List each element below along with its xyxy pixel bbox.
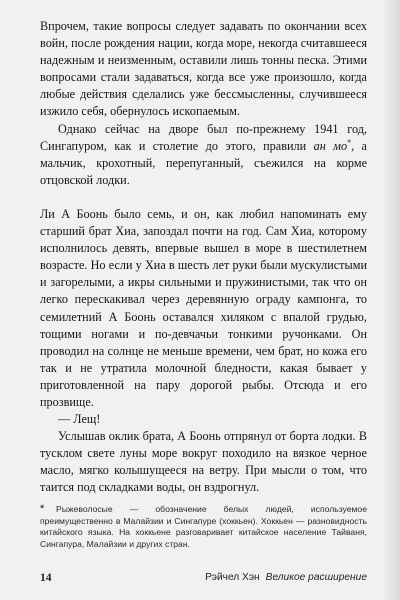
paragraph-3: Ли А Боонь было семь, и он, как любил напоминать ему старший брат Хиа, запоздал почти на год. Сам Хиа, которому исполнилось девять, впервые вышел в море в шестилетнем возрасте. Но если у Хиа в шесть лет руки были мускулистыми и загорелыми, а икры сильными и пружинистыми, так что он легко перескакивал через деревянную ограду кампонга, то семилетний А Боонь оставался хиляком с впалой грудью, тощими ногами и по-девчачьи тонкими ручонками. Он проводил на солнце не меньше времени, чем брат, но кожа его так и не утратила молочной бледности, какая бывает у приготовленной на пару дорогой рыбы. Отсюда и его прозвище. <box>40 206 367 409</box>
footer-author: Рэйчел Хэн <box>205 572 260 583</box>
paragraph-5: Услышав оклик брата, А Боонь отпрянул от борта лодки. В тусклом свете луны море вокруг походило на вязкое черное масло, мягко колышущееся на ветру. При мысли о том, что таится под складками воды, он вздрогнул. <box>40 429 367 495</box>
paragraph-1: Впрочем, такие вопросы следует задавать по окончании всех войн, после рождения нации, когда море, некогда считавшееся надежным и неизменным, оставили лишь тонны песка. Этими вопросами стали задаваться, когда все уже произошло, когда любые действия сделались уже бессмысленны, случившееся изжило себя, обернулось ископаемым. <box>40 19 367 119</box>
footer-book-title: Великое расширение <box>265 572 367 583</box>
page-edge-shadow <box>382 0 400 600</box>
section-gap <box>40 189 367 206</box>
footnote <box>40 504 367 550</box>
running-footer <box>205 572 367 583</box>
main-text <box>40 18 367 497</box>
paragraph-2-italic: ан мо <box>313 138 348 153</box>
page-number: 14 <box>40 572 52 584</box>
footnote-mark: * <box>40 503 45 515</box>
page-footer <box>40 572 367 590</box>
footnote-reference: * <box>347 137 352 147</box>
paragraph-2-before: Однако сейчас на дворе был по-прежнему 1941 год, Сингапуром, как и столетие до этого, правили <box>40 121 367 153</box>
dialogue-line: — Лещ! <box>58 412 101 427</box>
footnote-text: Рыжеволосые — обозначение белых людей, используемое преимущественно в Малайзии и Сингапуре (хоккьен). Хоккьен — разновидность китайского языка. На хоккьене разговаривает китайское население Тайваня, Сингапура, Малайзии и других стран. <box>40 504 367 549</box>
paragraph-2 <box>40 121 367 189</box>
paragraph-2-after: , а мальчик, крохотный, перепуганный, съежился на корме отцовской лодки. <box>40 138 367 187</box>
